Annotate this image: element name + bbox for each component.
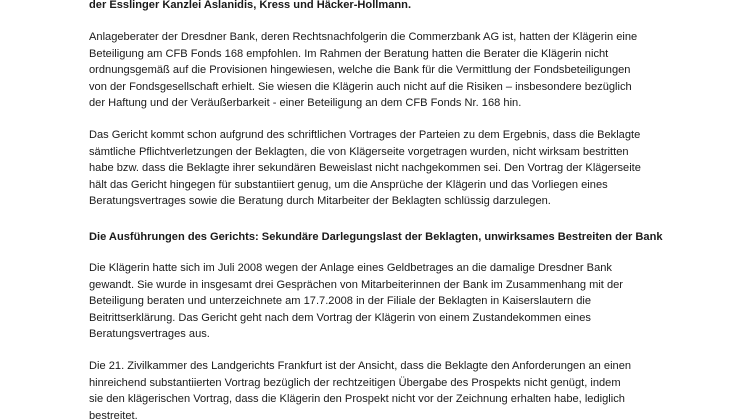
paragraph-line: Beratungsvertrages aus.	[89, 328, 210, 341]
paragraph-line: sämtliche Pflichtverletzungen der Beklagten, die von Klägerseite vorgetragen wurden, nicht wirksam bestritten	[89, 145, 629, 158]
section-heading	[89, 229, 689, 246]
paragraph-line: der Haftung und der Veräußerbarkeit - einer Beteiligung an dem CFB Fonds Nr. 168 hin.	[89, 97, 522, 110]
paragraph-line: ordnungsgemäß auf die Provisionen hingewiesen, welche die Bank für die Vermittlung der Fondsbeteiligungen	[89, 64, 631, 77]
section-heading-line: Die Ausführungen des Gerichts: Sekundäre Darlegungslast der Beklagten, unwirksames Bestreiten der Bank	[89, 231, 663, 243]
intro-heading	[89, 0, 689, 14]
paragraph-provisions	[89, 29, 689, 112]
paragraph-line: Die Klägerin hatte sich im Juli 2008 wegen der Anlage eines Geldbetrages an die damalige Dresdner Bank	[89, 262, 612, 274]
paragraph-prospectus	[89, 358, 689, 419]
paragraph-line: habe bzw. dass die Beklagte ihrer sekundären Beweislast nicht nachgekommen sei. Den Vortrag der Klägerseite	[89, 162, 641, 175]
intro-heading-line: der Esslinger Kanzlei Aslanidis, Kress und Häcker-Hollmann.	[89, 0, 412, 11]
paragraph-line: Beitrittserklärung. Das Gericht geht nach dem Vortrag der Klägerin von einem Zustandekommen eines	[89, 311, 591, 324]
paragraph-line: Beratungsvertrages sowie die Beratung durch Mitarbeiter der Beklagten schlüssig darzulegen.	[89, 195, 551, 208]
paragraph-consultation	[89, 260, 689, 343]
paragraph-court-finding	[89, 127, 689, 210]
paragraph-line: Beteiligung beraten und unterzeichnete am 17.7.2008 in der Filiale der Beklagten in Kaiserslautern die	[89, 295, 592, 308]
paragraph-line: gewandt. Sie wurde in insgesamt drei Gesprächen von Mitarbeiterinnen der Bank im Zusammenhang mit der	[89, 278, 624, 291]
paragraph-line: Anlageberater der Dresdner Bank, deren Rechtsnachfolgerin die Commerzbank AG ist, hatten der Klägerin eine	[89, 31, 638, 43]
paragraph-line: hinreichend substantiierten Vortrag bezüglich der rechtzeitigen Übergabe des Prospekts nicht genügt, indem	[89, 376, 621, 389]
paragraph-line: von der Fondsgesellschaft erhielt. Sie wiesen die Klägerin auch nicht auf die Risiken – insbesondere bezüglich	[89, 80, 632, 93]
paragraph-line: sie den klägerischen Vortrag, dass die Klägerin den Prospekt nicht vor der Zeichnung erhalten habe, lediglich	[89, 393, 625, 406]
paragraph-line: Das Gericht kommt schon aufgrund des schriftlichen Vortrages der Parteien zu dem Ergebnis, dass die Beklagte	[89, 129, 641, 141]
paragraph-line: bestreitet.	[89, 409, 138, 419]
paragraph-line: Die 21. Zivilkammer des Landgerichts Frankfurt ist der Ansicht, dass die Beklagte den Anforderungen an einen	[89, 360, 632, 372]
paragraph-line: Beteiligung am CFB Fonds 168 empfohlen. Im Rahmen der Beratung hatten die Berater die Klägerin nicht	[89, 47, 609, 60]
paragraph-line: hält das Gericht hingegen für substantiiert genug, um die Ansprüche der Klägerin und das Vorliegen eines	[89, 178, 608, 191]
